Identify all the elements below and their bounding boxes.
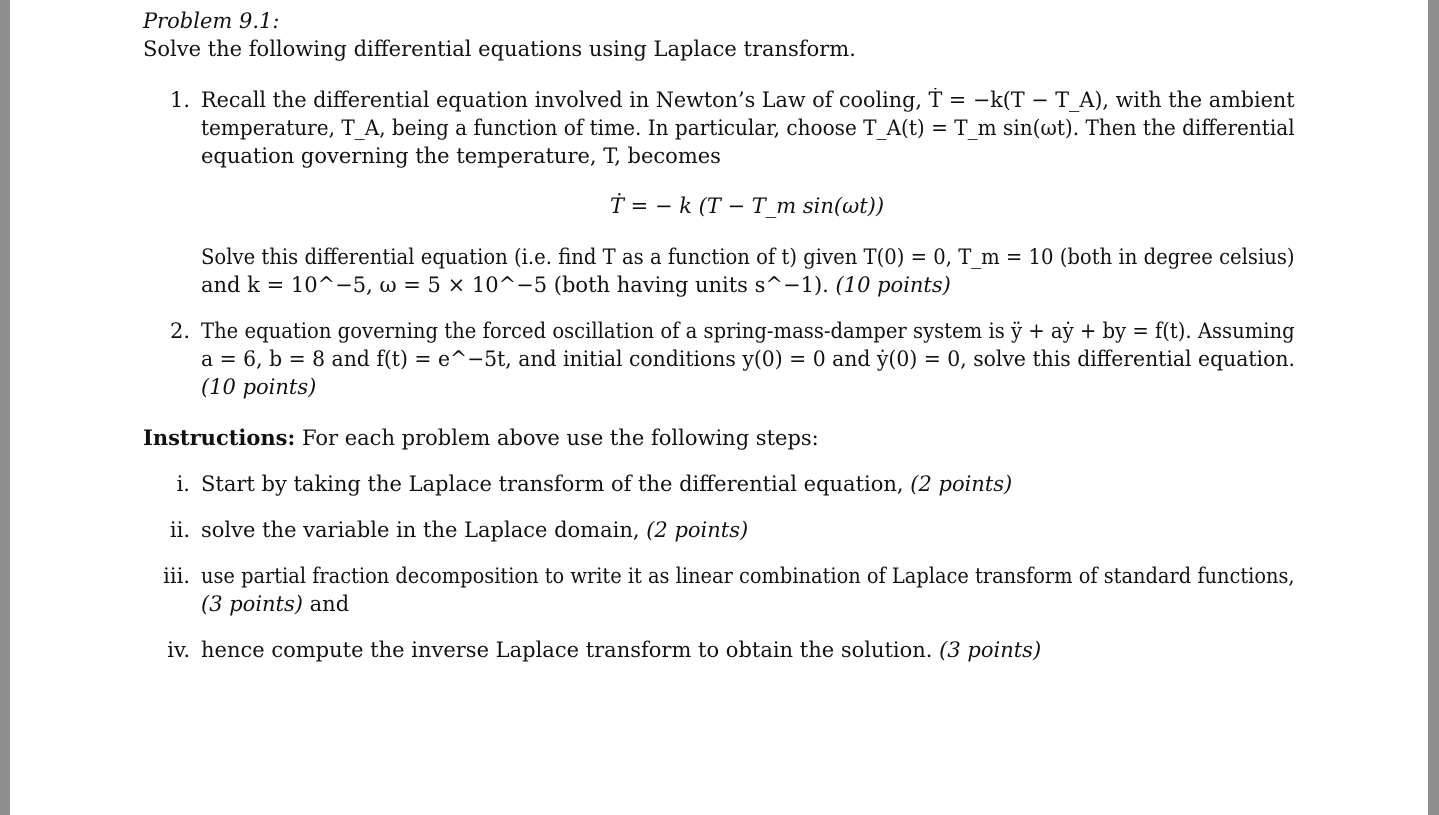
step-iii-continued: [201, 590, 349, 618]
step-ii-text: solve the variable in the Laplace domain,: [201, 518, 640, 542]
step-i-number: i.: [176, 472, 190, 496]
step-iv-text: hence compute the inverse Laplace transform to obtain the solution.: [201, 638, 933, 662]
step-iii-tail: and: [309, 592, 350, 616]
instructions-text: For each problem above use the following steps:: [301, 426, 819, 450]
intro-text: Solve the following differential equations using Laplace transform.: [143, 37, 856, 61]
problem-title: Problem 9.1:: [143, 9, 280, 33]
problem-1-after-line-2: [201, 271, 951, 299]
step-iv-number: iv.: [167, 638, 190, 662]
problem-1-line-2: temperature, T_A, being a function of time. In particular, choose T_A(t) = T_m sin(ωt). Then the differential: [201, 116, 1295, 140]
step-ii: [201, 516, 748, 544]
step-i: [201, 470, 1012, 498]
step-iii-text: use partial fraction decomposition to write it as linear combination of Laplace transform of standard functions,: [201, 564, 1295, 588]
problem-1-number: 1.: [169, 88, 190, 112]
step-ii-points: (2 points): [646, 518, 749, 542]
instructions-line: [143, 424, 819, 452]
display-equation: Ṫ = − k (T − T_m sin(ωt)): [610, 194, 885, 218]
problem-1-after-line-2-text: and k = 10^−5, ω = 5 × 10^−5 (both having units s^−1).: [201, 273, 829, 297]
step-iii-points: (3 points): [201, 592, 303, 616]
problem-1-line-1: Recall the differential equation involved in Newton’s Law of cooling, Ṫ = −k(T − T_A), with the ambient: [201, 88, 1295, 112]
step-iii-number: iii.: [163, 564, 190, 588]
problem-1-points: (10 points): [835, 273, 951, 297]
problem-2-line-1: The equation governing the forced oscillation of a spring-mass-damper system is ÿ + aẏ + by = f(t). Assuming: [201, 319, 1295, 343]
instructions-label: Instructions:: [143, 425, 296, 450]
step-iv-points: (3 points): [939, 638, 1042, 662]
step-i-points: (2 points): [910, 472, 1013, 496]
problem-2-line-2: a = 6, b = 8 and f(t) = e^−5t, and initial conditions y(0) = 0 and ẏ(0) = 0, solve this differential equation.: [201, 347, 1295, 371]
problem-2-points: (10 points): [201, 375, 317, 399]
step-iv: [201, 636, 1041, 664]
step-i-text: Start by taking the Laplace transform of the differential equation,: [201, 472, 904, 496]
problem-1-after-line-1: Solve this differential equation (i.e. find T as a function of t) given T(0) = 0, T_m = 10 (both in degree celsius): [201, 245, 1295, 269]
problem-1-line-3: equation governing the temperature, T, becomes: [201, 144, 721, 168]
step-ii-number: ii.: [169, 518, 190, 542]
document-page: [10, 0, 1428, 815]
problem-2-number: 2.: [169, 319, 190, 343]
